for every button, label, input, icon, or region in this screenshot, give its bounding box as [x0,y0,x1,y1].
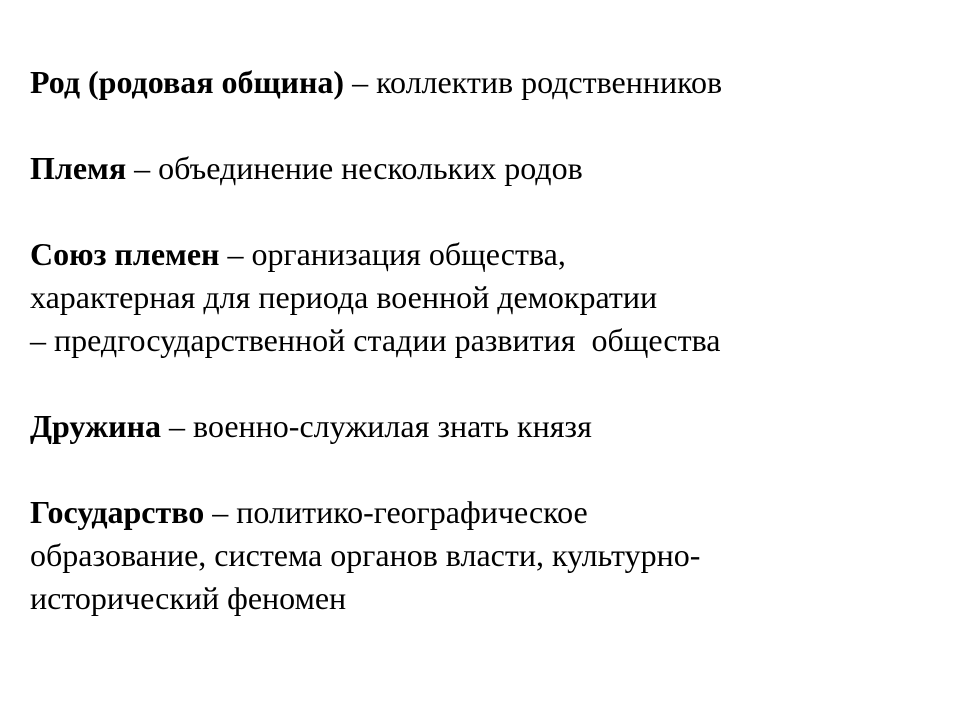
definition-text: – объединение нескольких родов [126,150,583,186]
definition-text: – коллектив родственников [344,64,723,100]
definition-text: – политико-географическое образование, система органов власти, культурно- исторический феномен [30,494,701,616]
definition-term: Племя [30,150,127,186]
definition-text: – военно-служилая знать князя [161,408,592,444]
definition-rod [30,61,930,104]
definition-soyuz-plemen [30,233,930,362]
definition-gosudarstvo [30,491,930,620]
definition-term: Государство [30,494,205,530]
definition-term: Дружина [30,408,162,444]
definition-term: Союз племен [30,236,220,272]
definitions-list [30,61,930,620]
definition-term: Род (родовая община) [30,64,345,100]
definition-druzhina [30,405,930,448]
definition-plemya [30,147,930,190]
definition-text: – организация общества, характерная для периода военной демократии – предгосударственной стадии развития общества [30,236,721,358]
